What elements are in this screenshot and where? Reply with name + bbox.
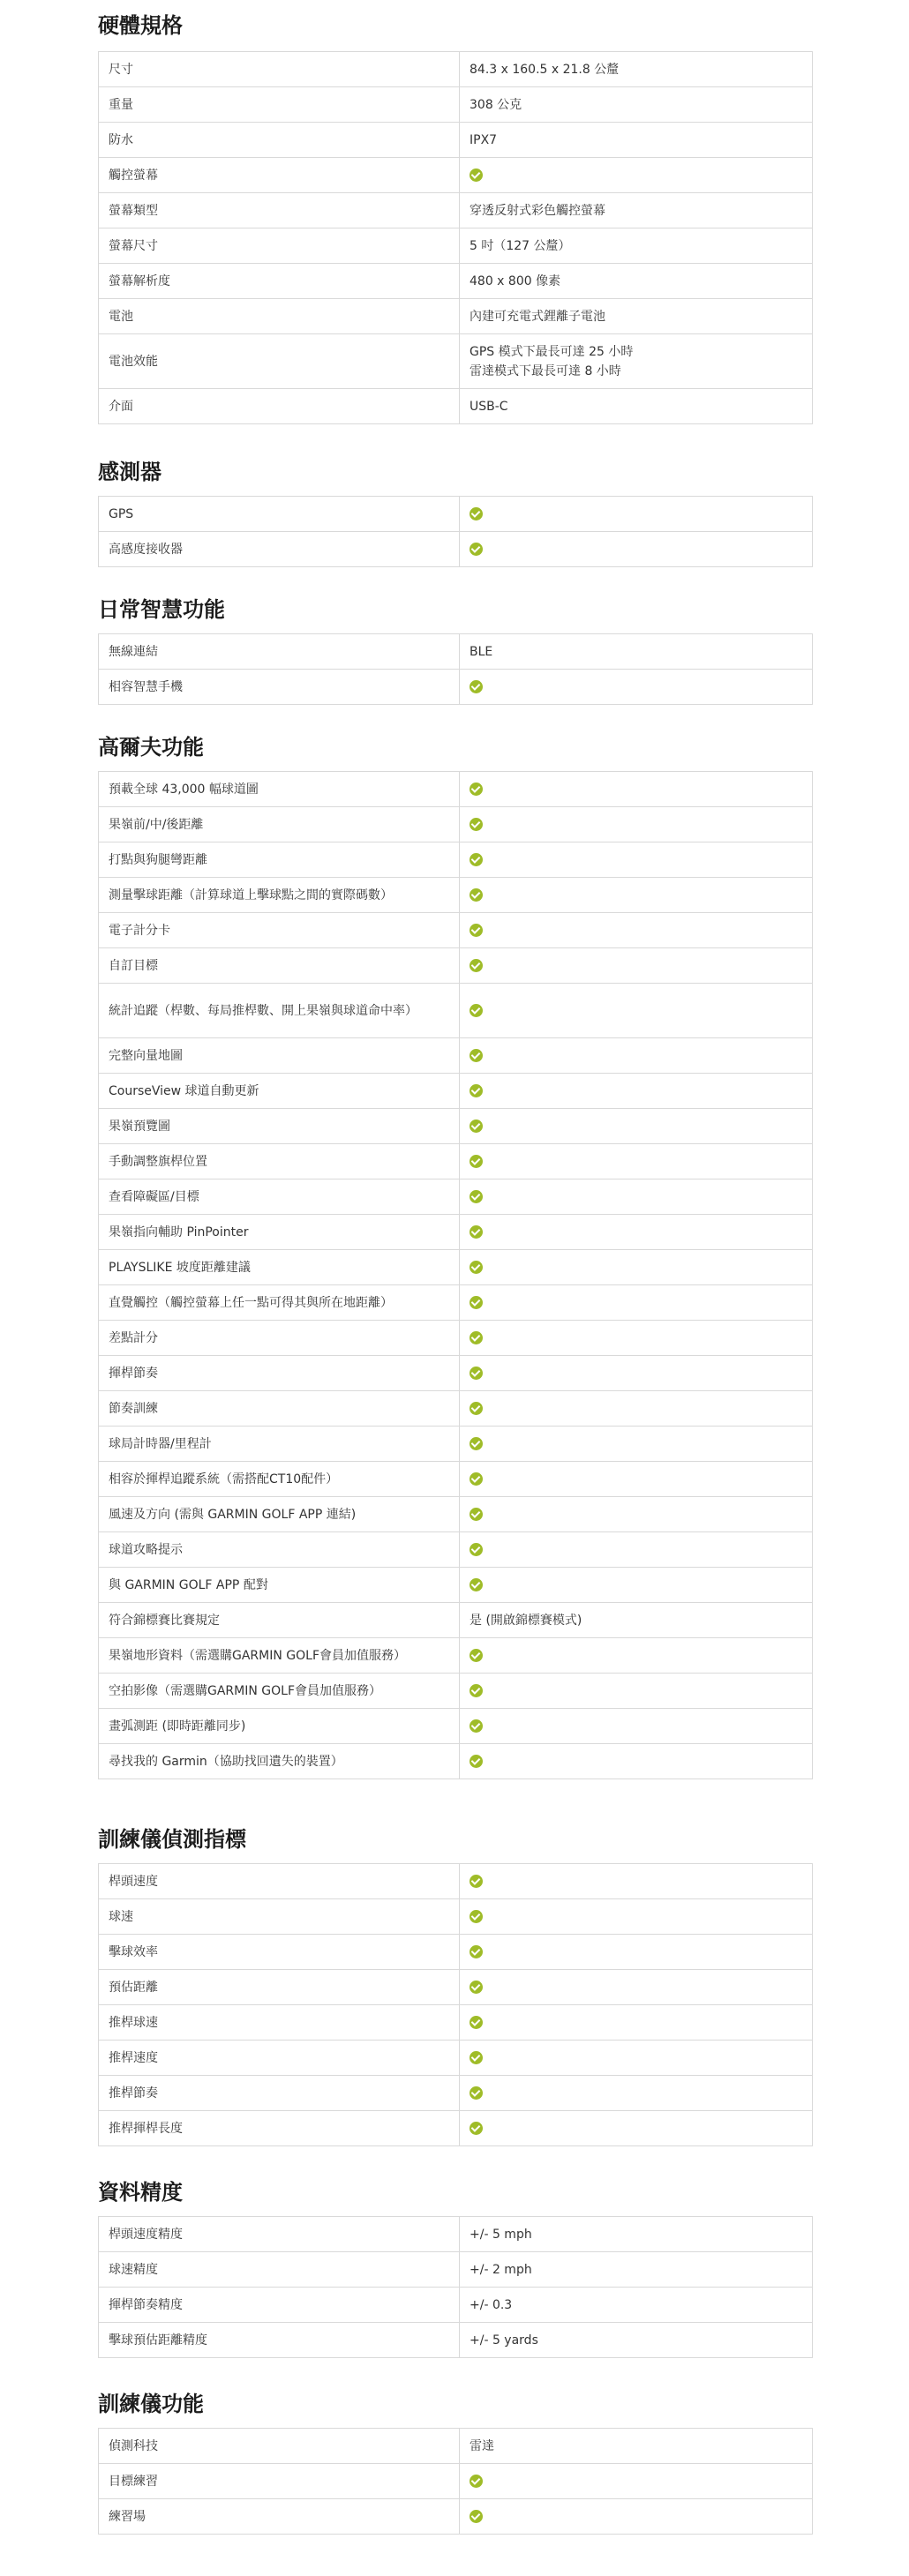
spec-table [98, 633, 813, 705]
spec-value [460, 1250, 813, 1285]
spec-row [99, 87, 813, 123]
spec-label: 螢幕尺寸 [99, 228, 460, 264]
spec-row [99, 1864, 813, 1899]
spec-row [99, 1638, 813, 1674]
spec-value: +/- 2 mph [460, 2252, 813, 2288]
spec-label: 相容智慧手機 [99, 670, 460, 705]
spec-value [460, 1462, 813, 1497]
section-title: 訓練儀偵測指標 [98, 1827, 246, 1852]
spec-row [99, 2005, 813, 2041]
spec-value: +/- 5 mph [460, 2217, 813, 2252]
spec-label: 推桿速度 [99, 2041, 460, 2076]
spec-row [99, 158, 813, 193]
spec-value: 84.3 x 160.5 x 21.8 公釐 [460, 52, 813, 87]
spec-row [99, 1497, 813, 1532]
spec-row [99, 1038, 813, 1074]
spec-label: 螢幕解析度 [99, 264, 460, 299]
spec-table [98, 2216, 813, 2358]
spec-value [460, 2041, 813, 2076]
spec-row [99, 1970, 813, 2005]
spec-value [460, 1391, 813, 1427]
spec-row [99, 389, 813, 424]
check-circle-icon [470, 2510, 483, 2523]
spec-row [99, 2323, 813, 2358]
check-circle-icon [470, 1225, 483, 1239]
spec-value [460, 1864, 813, 1899]
spec-row [99, 1427, 813, 1462]
spec-value: BLE [460, 634, 813, 670]
check-circle-icon [470, 1981, 483, 1994]
spec-value [460, 2111, 813, 2146]
spec-value: 480 x 800 像素 [460, 264, 813, 299]
spec-label: 測量擊球距離（計算球道上擊球點之間的實際碼數） [99, 878, 460, 913]
spec-label: 桿頭速度精度 [99, 2217, 460, 2252]
spec-row [99, 2111, 813, 2146]
spec-value [460, 1709, 813, 1744]
spec-label: 直覺觸控（觸控螢幕上任一點可得其與所在地距離） [99, 1285, 460, 1321]
spec-label: 差點計分 [99, 1321, 460, 1356]
spec-value [460, 984, 813, 1038]
spec-value [460, 1427, 813, 1462]
spec-label: 練習場 [99, 2499, 460, 2535]
spec-row [99, 772, 813, 807]
spec-label: 完整向量地圖 [99, 1038, 460, 1074]
spec-row [99, 670, 813, 705]
spec-row [99, 984, 813, 1038]
spec-row [99, 1568, 813, 1603]
spec-label: 節奏訓練 [99, 1391, 460, 1427]
spec-label: 偵測科技 [99, 2429, 460, 2464]
spec-table [98, 771, 813, 1779]
spec-value [460, 1674, 813, 1709]
spec-value [460, 1321, 813, 1356]
check-circle-icon [470, 1755, 483, 1768]
check-circle-icon [470, 1049, 483, 1062]
spec-row [99, 634, 813, 670]
spec-row [99, 913, 813, 948]
spec-label: 防水 [99, 123, 460, 158]
check-circle-icon [470, 1649, 483, 1662]
spec-value [460, 1356, 813, 1391]
spec-row [99, 334, 813, 389]
spec-row [99, 2252, 813, 2288]
spec-label: 球速精度 [99, 2252, 460, 2288]
spec-value [460, 1899, 813, 1935]
spec-label: 相容於揮桿追蹤系統（需搭配CT10配件） [99, 1462, 460, 1497]
spec-label: 重量 [99, 87, 460, 123]
spec-value: 5 吋（127 公釐） [460, 228, 813, 264]
check-circle-icon [470, 1402, 483, 1415]
check-circle-icon [470, 2122, 483, 2135]
spec-label: 螢幕類型 [99, 193, 460, 228]
check-circle-icon [470, 1190, 483, 1203]
spec-label: 電子計分卡 [99, 913, 460, 948]
section-title: 訓練儀功能 [98, 2392, 204, 2416]
spec-row [99, 52, 813, 87]
check-circle-icon [470, 959, 483, 972]
spec-value [460, 807, 813, 842]
check-circle-icon [470, 1120, 483, 1133]
spec-row [99, 1899, 813, 1935]
section-title: 硬體規格 [98, 13, 183, 38]
spec-label: CourseView 球道自動更新 [99, 1074, 460, 1109]
spec-label: 推桿球速 [99, 2005, 460, 2041]
spec-value [460, 1144, 813, 1179]
spec-value [460, 1285, 813, 1321]
spec-value: +/- 5 yards [460, 2323, 813, 2358]
spec-row [99, 2499, 813, 2535]
spec-row [99, 497, 813, 532]
section-title: 資料精度 [98, 2180, 183, 2205]
spec-label: 果嶺地形資料（需選購GARMIN GOLF會員加值服務） [99, 1638, 460, 1674]
spec-row [99, 1356, 813, 1391]
spec-table [98, 496, 813, 567]
check-circle-icon [470, 1684, 483, 1697]
section-title: 感測器 [98, 460, 162, 484]
section-title: 高爾夫功能 [98, 735, 204, 760]
check-circle-icon [470, 1719, 483, 1733]
spec-value [460, 1568, 813, 1603]
check-circle-icon [470, 1945, 483, 1958]
check-circle-icon [470, 1084, 483, 1097]
spec-label: 高感度接收器 [99, 532, 460, 567]
spec-row [99, 299, 813, 334]
spec-value: +/- 0.3 [460, 2288, 813, 2323]
spec-row [99, 948, 813, 984]
check-circle-icon [470, 1508, 483, 1521]
spec-value [460, 2005, 813, 2041]
spec-row [99, 1462, 813, 1497]
spec-row [99, 1532, 813, 1568]
spec-value [460, 1532, 813, 1568]
spec-row [99, 2041, 813, 2076]
spec-value [460, 1215, 813, 1250]
check-circle-icon [470, 1472, 483, 1486]
spec-value [460, 1038, 813, 1074]
check-circle-icon [470, 888, 483, 902]
spec-value [460, 2499, 813, 2535]
check-circle-icon [470, 1578, 483, 1591]
spec-value [460, 772, 813, 807]
spec-row [99, 1179, 813, 1215]
spec-value [460, 532, 813, 567]
check-circle-icon [470, 1261, 483, 1274]
spec-value: 穿透反射式彩色觸控螢幕 [460, 193, 813, 228]
spec-row [99, 123, 813, 158]
spec-value [460, 948, 813, 984]
spec-label: 風速及方向 (需與 GARMIN GOLF APP 連結) [99, 1497, 460, 1532]
spec-value [460, 1935, 813, 1970]
spec-label: 無線連結 [99, 634, 460, 670]
spec-row [99, 1321, 813, 1356]
spec-row [99, 1935, 813, 1970]
spec-row [99, 264, 813, 299]
check-circle-icon [470, 543, 483, 556]
check-circle-icon [470, 1004, 483, 1017]
spec-label: 揮桿節奏精度 [99, 2288, 460, 2323]
spec-row [99, 1109, 813, 1144]
spec-label: 推桿揮桿長度 [99, 2111, 460, 2146]
spec-row [99, 1144, 813, 1179]
check-circle-icon [470, 168, 483, 182]
spec-value [460, 1074, 813, 1109]
check-circle-icon [470, 1910, 483, 1923]
spec-value [460, 1179, 813, 1215]
spec-value [460, 1497, 813, 1532]
check-circle-icon [470, 2086, 483, 2100]
spec-label: 擊球預估距離精度 [99, 2323, 460, 2358]
spec-row [99, 228, 813, 264]
spec-value [460, 158, 813, 193]
spec-value [460, 1744, 813, 1779]
spec-table [98, 51, 813, 424]
check-circle-icon [470, 1875, 483, 1888]
spec-value: 308 公克 [460, 87, 813, 123]
check-circle-icon [470, 1331, 483, 1344]
spec-label: GPS [99, 497, 460, 532]
spec-value [460, 670, 813, 705]
spec-value: GPS 模式下最長可達 25 小時 雷達模式下最長可達 8 小時 [460, 334, 813, 389]
spec-label: 畫弧測距 (即時距離同步) [99, 1709, 460, 1744]
spec-value: USB-C [460, 389, 813, 424]
check-circle-icon [470, 2475, 483, 2488]
spec-label: PLAYSLIKE 坡度距離建議 [99, 1250, 460, 1285]
spec-label: 果嶺前/中/後距離 [99, 807, 460, 842]
spec-row [99, 1744, 813, 1779]
spec-table [98, 2428, 813, 2535]
spec-value: 雷達 [460, 2429, 813, 2464]
spec-row [99, 1215, 813, 1250]
spec-row [99, 878, 813, 913]
spec-table [98, 1863, 813, 2146]
spec-label: 球局計時器/里程計 [99, 1427, 460, 1462]
spec-label: 統計追蹤（桿數、每局推桿數、開上果嶺與球道命中率） [99, 984, 460, 1038]
spec-label: 打點與狗腿彎距離 [99, 842, 460, 878]
check-circle-icon [470, 1296, 483, 1309]
spec-label: 揮桿節奏 [99, 1356, 460, 1391]
spec-value [460, 913, 813, 948]
check-circle-icon [470, 2051, 483, 2064]
spec-value [460, 1970, 813, 2005]
spec-label: 推桿節奏 [99, 2076, 460, 2111]
check-circle-icon [470, 1367, 483, 1380]
spec-label: 果嶺指向輔助 PinPointer [99, 1215, 460, 1250]
spec-row [99, 1391, 813, 1427]
spec-row [99, 1250, 813, 1285]
spec-label: 空拍影像（需選購GARMIN GOLF會員加值服務） [99, 1674, 460, 1709]
spec-row [99, 2076, 813, 2111]
spec-row [99, 807, 813, 842]
spec-row [99, 532, 813, 567]
spec-label: 預載全球 43,000 幅球道圖 [99, 772, 460, 807]
spec-label: 尋找我的 Garmin（協助找回遺失的裝置） [99, 1744, 460, 1779]
spec-label: 球道攻略提示 [99, 1532, 460, 1568]
check-circle-icon [470, 853, 483, 866]
check-circle-icon [470, 507, 483, 520]
spec-value [460, 497, 813, 532]
spec-row [99, 1674, 813, 1709]
spec-label: 桿頭速度 [99, 1864, 460, 1899]
spec-label: 符合錦標賽比賽規定 [99, 1603, 460, 1638]
check-circle-icon [470, 1543, 483, 1556]
spec-label: 電池 [99, 299, 460, 334]
spec-label: 介面 [99, 389, 460, 424]
spec-label: 球速 [99, 1899, 460, 1935]
spec-value [460, 1638, 813, 1674]
check-circle-icon [470, 818, 483, 831]
spec-value [460, 2076, 813, 2111]
spec-row [99, 2464, 813, 2499]
check-circle-icon [470, 2016, 483, 2029]
spec-value: IPX7 [460, 123, 813, 158]
check-circle-icon [470, 1437, 483, 1450]
spec-row [99, 842, 813, 878]
spec-value: 內建可充電式鋰離子電池 [460, 299, 813, 334]
spec-label: 與 GARMIN GOLF APP 配對 [99, 1568, 460, 1603]
spec-value: 是 (開啟錦標賽模式) [460, 1603, 813, 1638]
spec-label: 電池效能 [99, 334, 460, 389]
spec-label: 查看障礙區/目標 [99, 1179, 460, 1215]
spec-label: 擊球效率 [99, 1935, 460, 1970]
check-circle-icon [470, 1155, 483, 1168]
check-circle-icon [470, 783, 483, 796]
spec-row [99, 1074, 813, 1109]
spec-value [460, 1109, 813, 1144]
spec-row [99, 2429, 813, 2464]
spec-label: 尺寸 [99, 52, 460, 87]
section-title: 日常智慧功能 [98, 597, 225, 622]
spec-value [460, 2464, 813, 2499]
spec-label: 果嶺預覽圖 [99, 1109, 460, 1144]
spec-value [460, 842, 813, 878]
spec-row [99, 1603, 813, 1638]
spec-row [99, 1709, 813, 1744]
spec-label: 觸控螢幕 [99, 158, 460, 193]
check-circle-icon [470, 924, 483, 937]
spec-label: 手動調整旗桿位置 [99, 1144, 460, 1179]
spec-value [460, 878, 813, 913]
spec-row [99, 2217, 813, 2252]
spec-row [99, 1285, 813, 1321]
spec-label: 預估距離 [99, 1970, 460, 2005]
spec-row [99, 193, 813, 228]
spec-label: 目標練習 [99, 2464, 460, 2499]
spec-row [99, 2288, 813, 2323]
spec-label: 自訂目標 [99, 948, 460, 984]
check-circle-icon [470, 680, 483, 693]
